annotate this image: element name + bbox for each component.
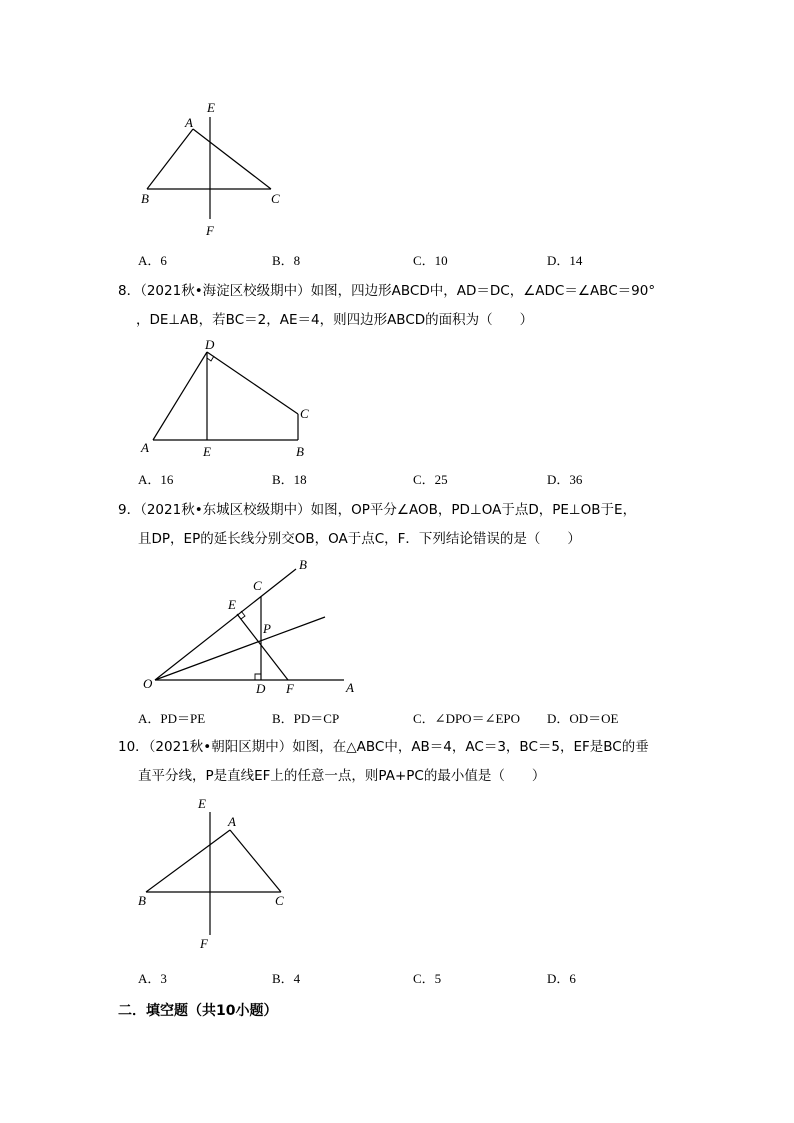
q7-option-a[interactable]: A．6: [138, 253, 167, 268]
q9-label-p: P: [263, 621, 271, 636]
q9-label-e: E: [228, 597, 236, 612]
q9-option-a[interactable]: A．PD＝PE: [138, 711, 206, 726]
q9-label-a: A: [346, 680, 354, 695]
q8-option-b[interactable]: B．18: [272, 472, 307, 487]
q10-label-b: B: [138, 893, 146, 908]
q8-label-a: A: [141, 440, 149, 455]
q10-side-ac: [230, 830, 281, 892]
q9-text-line1: 9．（2021秋•东城区校级期中）如图，OP平分∠AOB，PD⊥OA于点D，PE⊥OB于E，: [118, 502, 637, 518]
q10-text-line2: 直平分线，P是直线EF上的任意一点，则PA+PC的最小值是（ ）: [138, 768, 546, 784]
q8-option-c[interactable]: C．25: [413, 472, 448, 487]
q10-label-e: E: [198, 796, 206, 811]
q8-text-line2: ，DE⊥AB，若BC＝2，AE＝4，则四边形ABCD的面积为（ ）: [136, 312, 534, 328]
q7-label-a: A: [185, 115, 193, 130]
q7-label-e: E: [207, 100, 215, 115]
q10-option-c[interactable]: C．5: [413, 971, 442, 986]
q9-option-d[interactable]: D．OD＝OE: [547, 711, 619, 726]
section-title: 二．填空题（共10小题）: [118, 1003, 278, 1019]
q8-option-d[interactable]: D．36: [547, 472, 583, 487]
q7-option-b[interactable]: B．8: [272, 253, 301, 268]
q9-label-c: C: [253, 578, 262, 593]
q10-text-line1: 10．（2021秋•朝阳区期中）如图，在△ABC中，AB＝4，AC＝3，BC＝5，EF是BC的垂: [118, 739, 649, 755]
q9-text-line2: 且DP，EP的延长线分别交OB，OA于点C，F．下列结论错误的是（ ）: [138, 531, 581, 547]
q7-option-c[interactable]: C．10: [413, 253, 448, 268]
q9-label-d: D: [256, 681, 266, 696]
q9-label-o: O: [143, 676, 153, 691]
q8-label-b: B: [296, 444, 304, 459]
q8-label-e: E: [203, 444, 211, 459]
q9-option-b[interactable]: B．PD＝CP: [272, 711, 340, 726]
q10-label-a: A: [228, 814, 236, 829]
q8-label-d: D: [205, 337, 215, 352]
q7-label-f: F: [206, 223, 214, 238]
q9-label-f: F: [286, 681, 294, 696]
q10-label-f: F: [200, 936, 208, 951]
q7-label-b: B: [141, 191, 149, 206]
q10-side-ab: [146, 830, 230, 892]
q9-option-c[interactable]: C．∠DPO＝∠EPO: [413, 711, 521, 726]
q9-label-b: B: [299, 557, 307, 572]
q8-label-c: C: [300, 406, 309, 421]
q8-option-a[interactable]: A．16: [138, 472, 174, 487]
q10-option-b[interactable]: B．4: [272, 971, 301, 986]
q10-option-d[interactable]: D．6: [547, 971, 576, 986]
q10-label-c: C: [275, 893, 284, 908]
q7-option-d[interactable]: D．14: [547, 253, 583, 268]
q10-option-a[interactable]: A．3: [138, 971, 167, 986]
q7-label-c: C: [271, 191, 280, 206]
q8-text-line1: 8．（2021秋•海淀区校级期中）如图，四边形ABCD中，AD＝DC，∠ADC＝∠ABC＝90°: [118, 283, 656, 299]
